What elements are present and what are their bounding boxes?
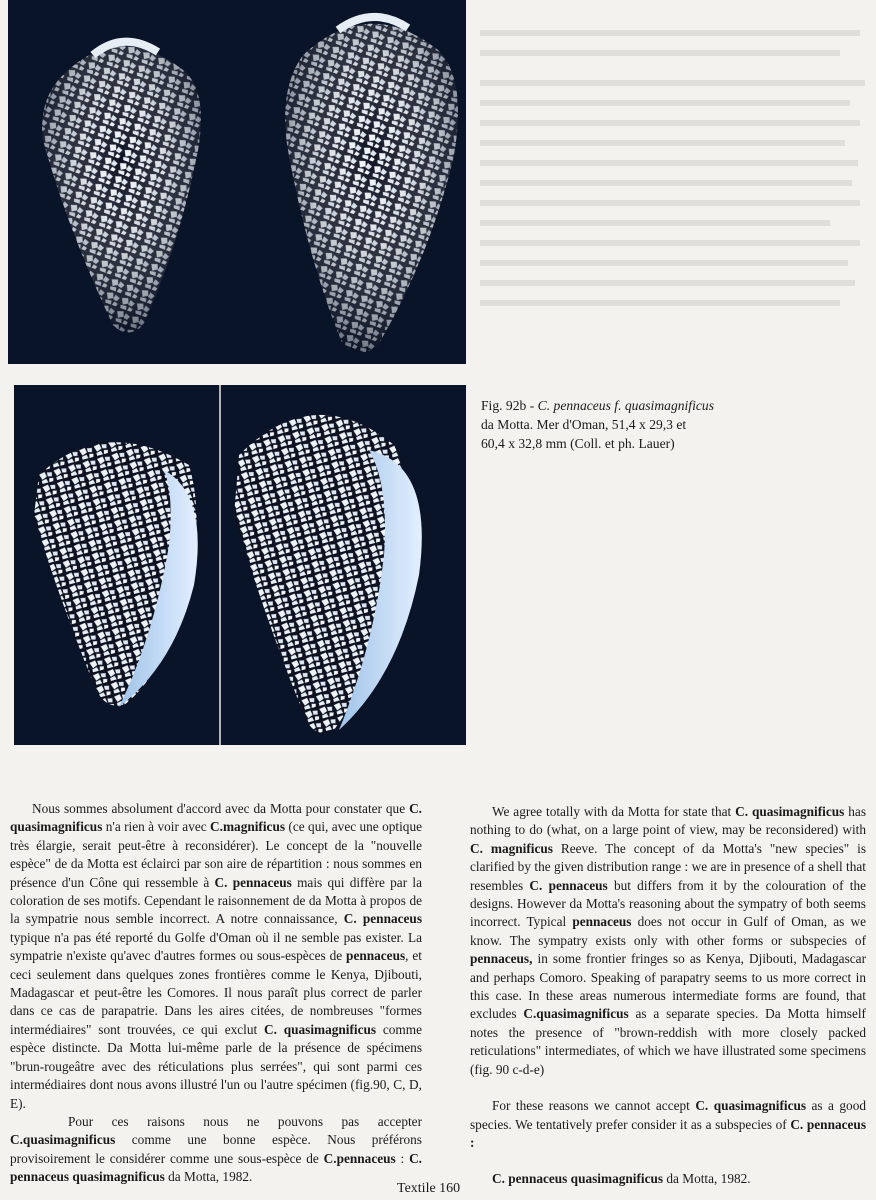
figure-caption (481, 396, 821, 453)
show-through-texture (480, 20, 870, 355)
english-paragraph-3: C. pennaceus quasimagnificus da Motta, 1982. (492, 1171, 751, 1187)
page-footer: Textile 160 (397, 1181, 461, 1196)
english-column (470, 803, 866, 1189)
french-paragraph-1: Nous sommes absolument d'accord avec da Motta pour constater que C. quasimagnificus n'a rien à voir avec C.magnificus (ce qui, avec une optique très élargie, serait peut-être à reconsidérer). Le concept de la "nouvelle espèce" de da Motta est éclairci par son aire de répartition : nous sommes en présence d'un Cône qui ressemble à C. pennaceus mais qui diffère par la coloration de ses motifs. Cependant le raisonnement de da Motta à propos de la sympatrie nous semble incorrect. A notre connaissance, C. pennaceus typique n'a pas été reporté du Golfe d'Oman où il ne semble pas exister. La sympatrie n'existe qu'avec d'autres formes ou sous-espèces de pennaceus, et ceci seulement dans quelques zones frontières comme le Kenya, Djibouti, Madagascar et peut-être les Comores. Il nous paraît plus correct de parler dans ce cas de parapatrie. Dans les aires citées, de nombreuses "formes intermédiaires" sont trouvées, ce qui exclut C. quasimagnificus comme espèce distincte. Da Motta lui-même parle de la présence de spécimens "brun-rougeâtre avec des réticulations plus serrées", qui sont parmi ces intermédiaires dont nous avons illustré l'un ou l'autre spécimen (fig.90, C, D, E). (10, 801, 422, 1111)
caption-line-3: 60,4 x 32,8 mm (Coll. et ph. Lauer) (481, 436, 675, 451)
caption-line-2: da Motta. Mer d'Oman, 51,4 x 29,3 et (481, 417, 687, 432)
french-paragraph-2: Pour ces raisons nous ne pouvons pas accepter C.quasimagnificus comme une bonne espèce. Nous préférons provisoirement le considérer comme une sous-espèce de C.pennaceus : C. pennaceus quasimagnificus da Motta, 1982. (10, 1113, 423, 1185)
english-paragraph-2: For these reasons we cannot accept C. quasimagnificus as a good species. We tentatively prefer consider it as a subspecies of C. pennaceus : (470, 1098, 867, 1150)
shell-photo-ventral (14, 385, 466, 745)
english-paragraph-1: We agree totally with da Motta for state that C. quasimagnificus has nothing to do (what, on a large point of view, may be reconsidered) with C. magnificus Reeve. The concept of da Motta's "new species" is clarified by the given distribution range : we are in presence of a shell that resembles C. pennaceus but differs from it by the colouration of the designs. However da Motta's reasoning about the sympatry of both seems incorrect. Typical pennaceus does not occur in Gulf of Oman, as we know. The sympatry exists only with other forms or subspecies of pennaceus, in some frontier fringes so as Kenya, Djibouti, Madagascar and perhaps Comoro. Speaking of parapatry seems to us more correct in this case. In these areas numerous intermediate forms are found, that excludes C.quasimagnificus as a separate species. Da Motta himself notes the presence of "brown-reddish with more closely packed reticulations" intermediates, of which we have illustrated some specimens (fig. 90 c-d-e) (470, 804, 866, 1077)
shell-photo-dorsal (8, 0, 466, 364)
french-column (10, 800, 422, 1187)
caption-fig-label: Fig. 92b - (481, 398, 538, 413)
photo-divider (219, 385, 221, 745)
caption-species: C. pennaceus f. quasimagnificus (537, 398, 714, 413)
